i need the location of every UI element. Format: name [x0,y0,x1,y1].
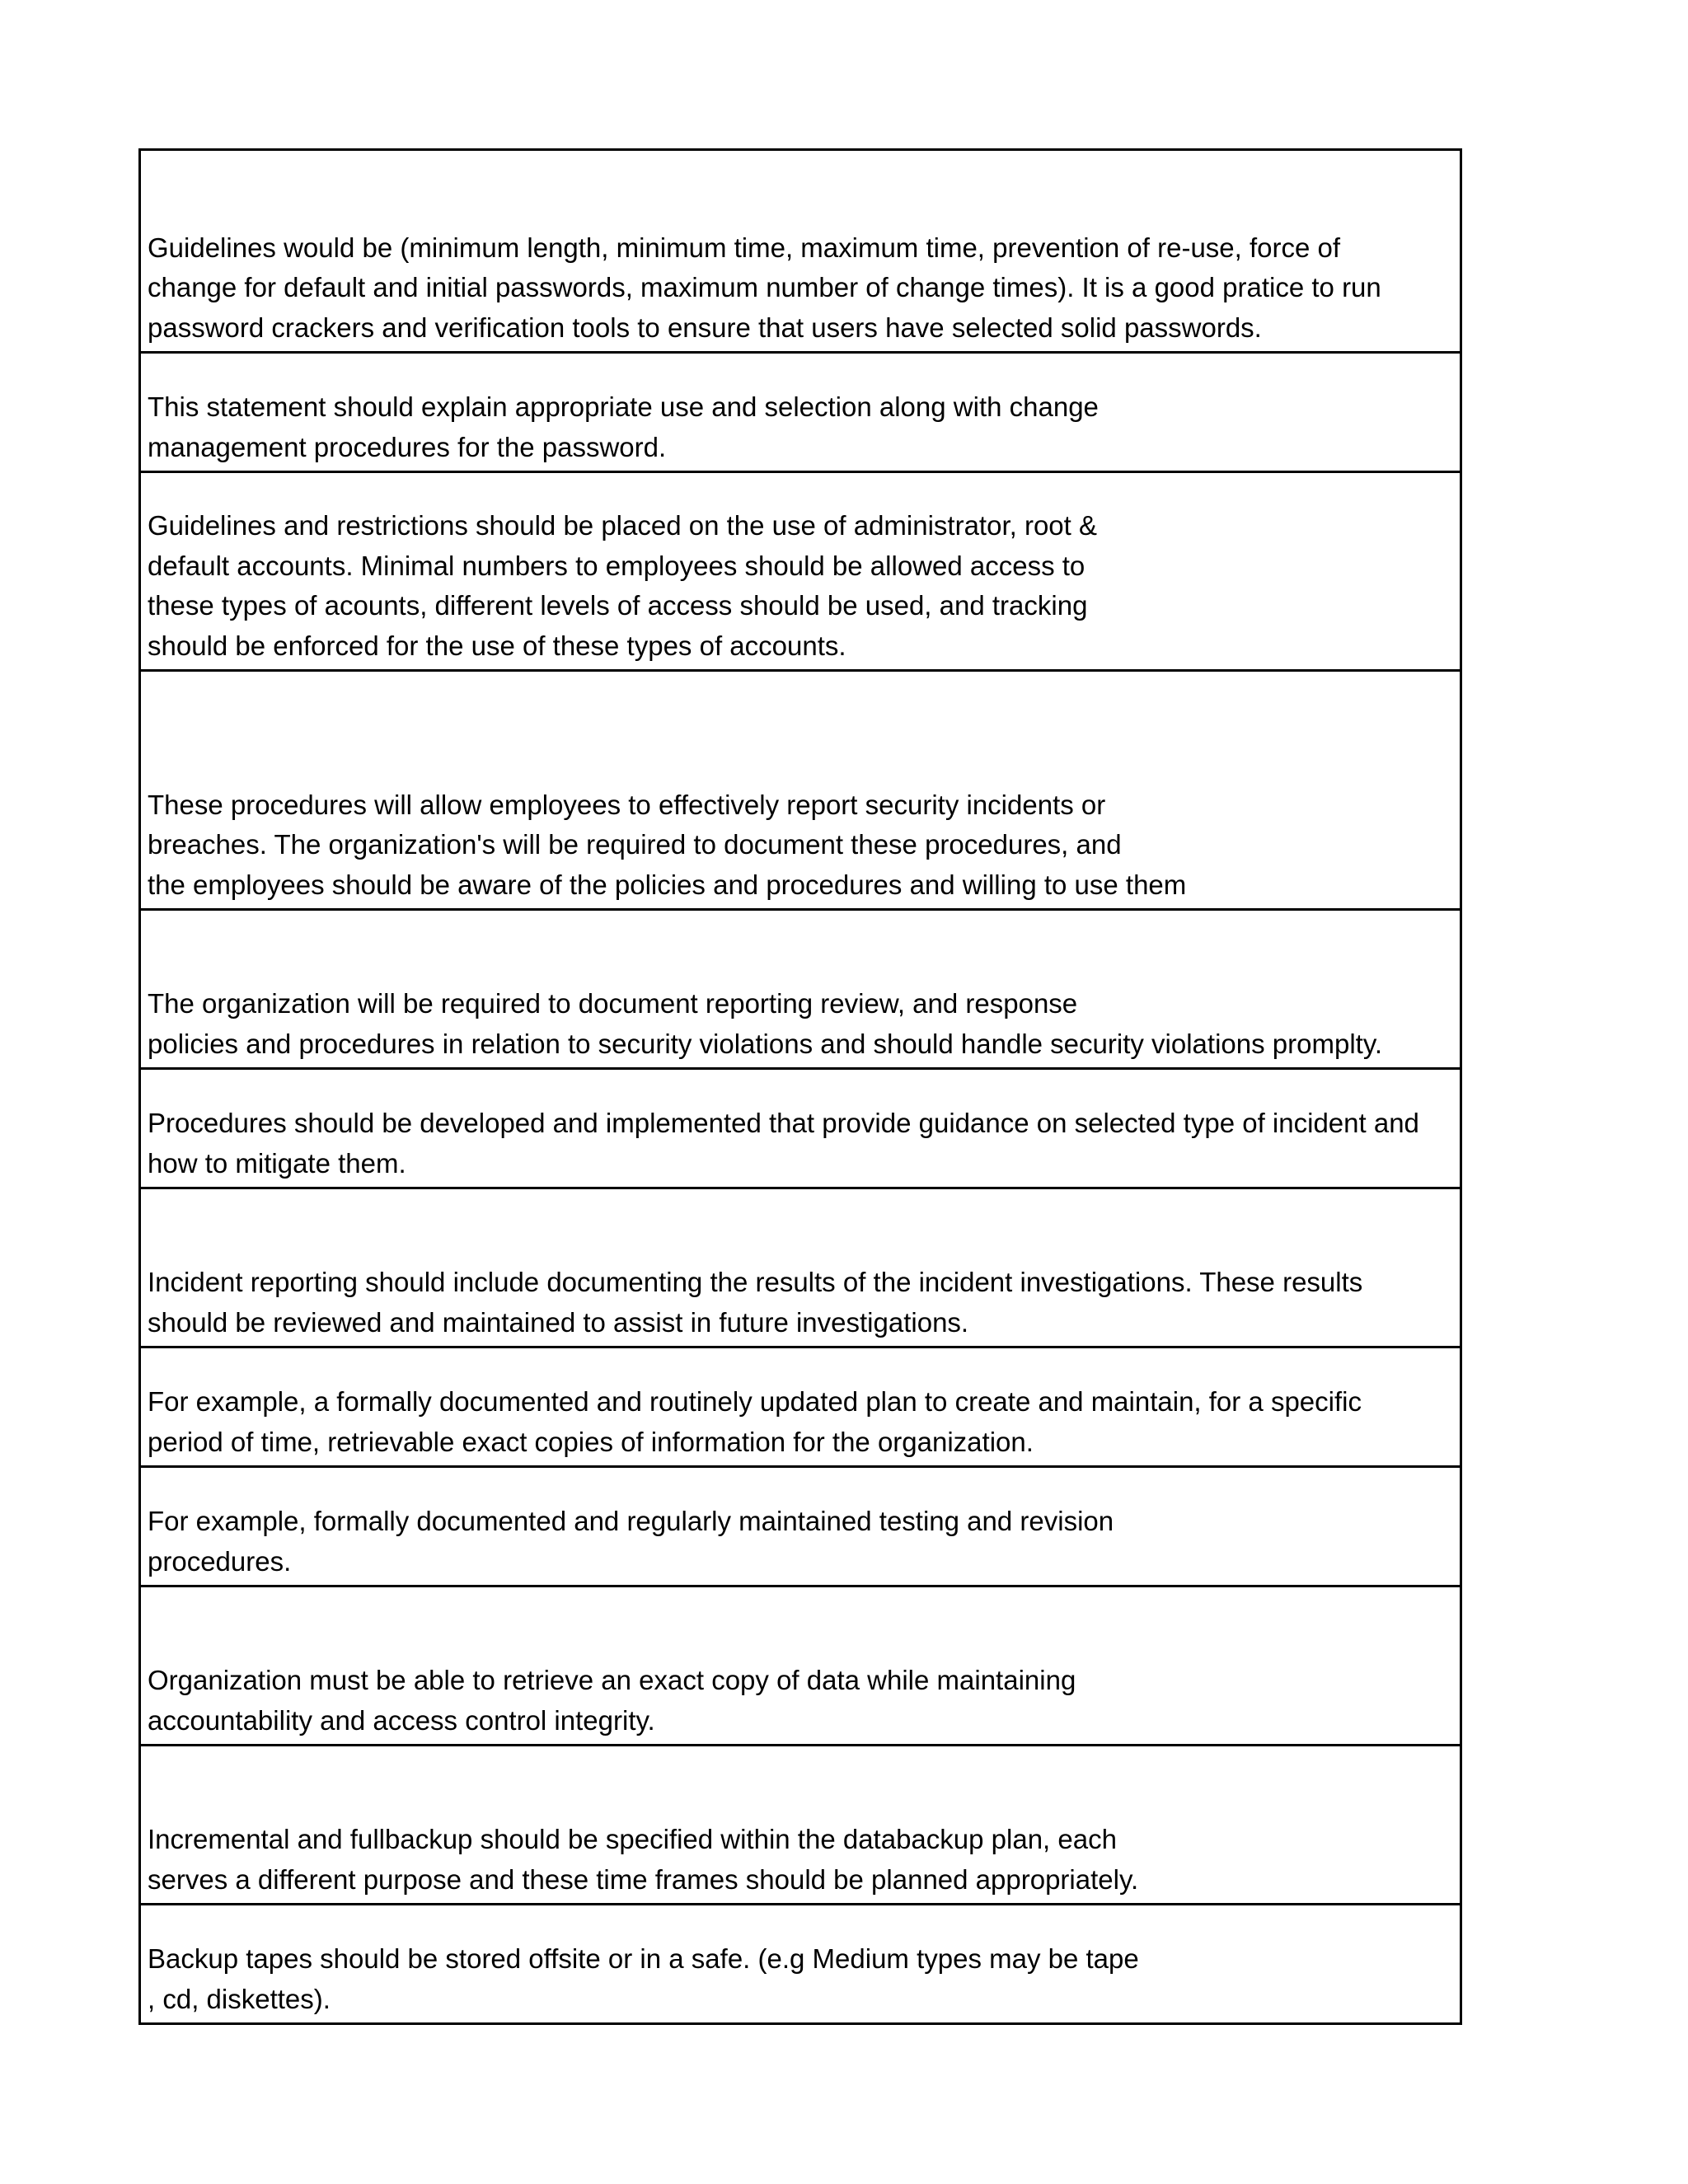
table-row [141,471,1460,669]
row-text: Guidelines would be (minimum length, minimum time, maximum time, prevention of re-use, force of change for default and initial passwords, maximum number of change times). It is a good pratice to run password crackers and verification tools to ensure that users have selected solid passwords. [148,232,1381,343]
table-row [141,1346,1460,1465]
table-row [141,669,1460,908]
row-text: Organization must be able to retrieve an exact copy of data while maintaining accountability and access control integrity. [148,1665,1076,1736]
row-text: Backup tapes should be stored offsite or in a safe. (e.g Medium types may be tape , cd, diskettes). [148,1943,1139,2014]
row-text: These procedures will allow employees to effectively report security incidents or breaches. The organization's will be required to document these procedures, and the employees should be aware of the policies and procedures and willing to use them [148,789,1187,900]
row-text: Incremental and fullbackup should be specified within the databackup plan, each serves a different purpose and these time frames should be planned appropriately. [148,1824,1139,1895]
row-text: Procedures should be developed and implemented that provide guidance on selected type of incident and how to mitigate them. [148,1108,1419,1179]
table-row [141,1067,1460,1187]
table-row [141,1903,1460,2022]
table-row [141,908,1460,1067]
row-text: Incident reporting should include documenting the results of the incident investigations. These results should be reviewed and maintained to assist in future investigations. [148,1267,1363,1338]
row-text: The organization will be required to document reporting review, and response policies and procedures in relation to security violations and should handle security violations promplty. [148,988,1383,1059]
row-text: This statement should explain appropriate use and selection along with change management procedures for the password. [148,391,1099,462]
row-text: For example, a formally documented and routinely updated plan to create and maintain, for a specific period of time, retrievable exact copies of information for the organization. [148,1386,1362,1457]
table-row [141,1465,1460,1585]
table-row [141,351,1460,471]
row-text: For example, formally documented and regularly maintained testing and revision procedures. [148,1506,1114,1577]
table-row [141,1744,1460,1903]
row-text: Guidelines and restrictions should be placed on the use of administrator, root & default accounts. Minimal numbers to employees should be allowed access to these types of acounts, different levels of access should be used, and tracking should be enforced for the use of these types of accounts. [148,510,1098,661]
guidelines-table [138,148,1462,2025]
table-row [141,1585,1460,1744]
table-row [141,1187,1460,1346]
table-row [141,151,1460,351]
